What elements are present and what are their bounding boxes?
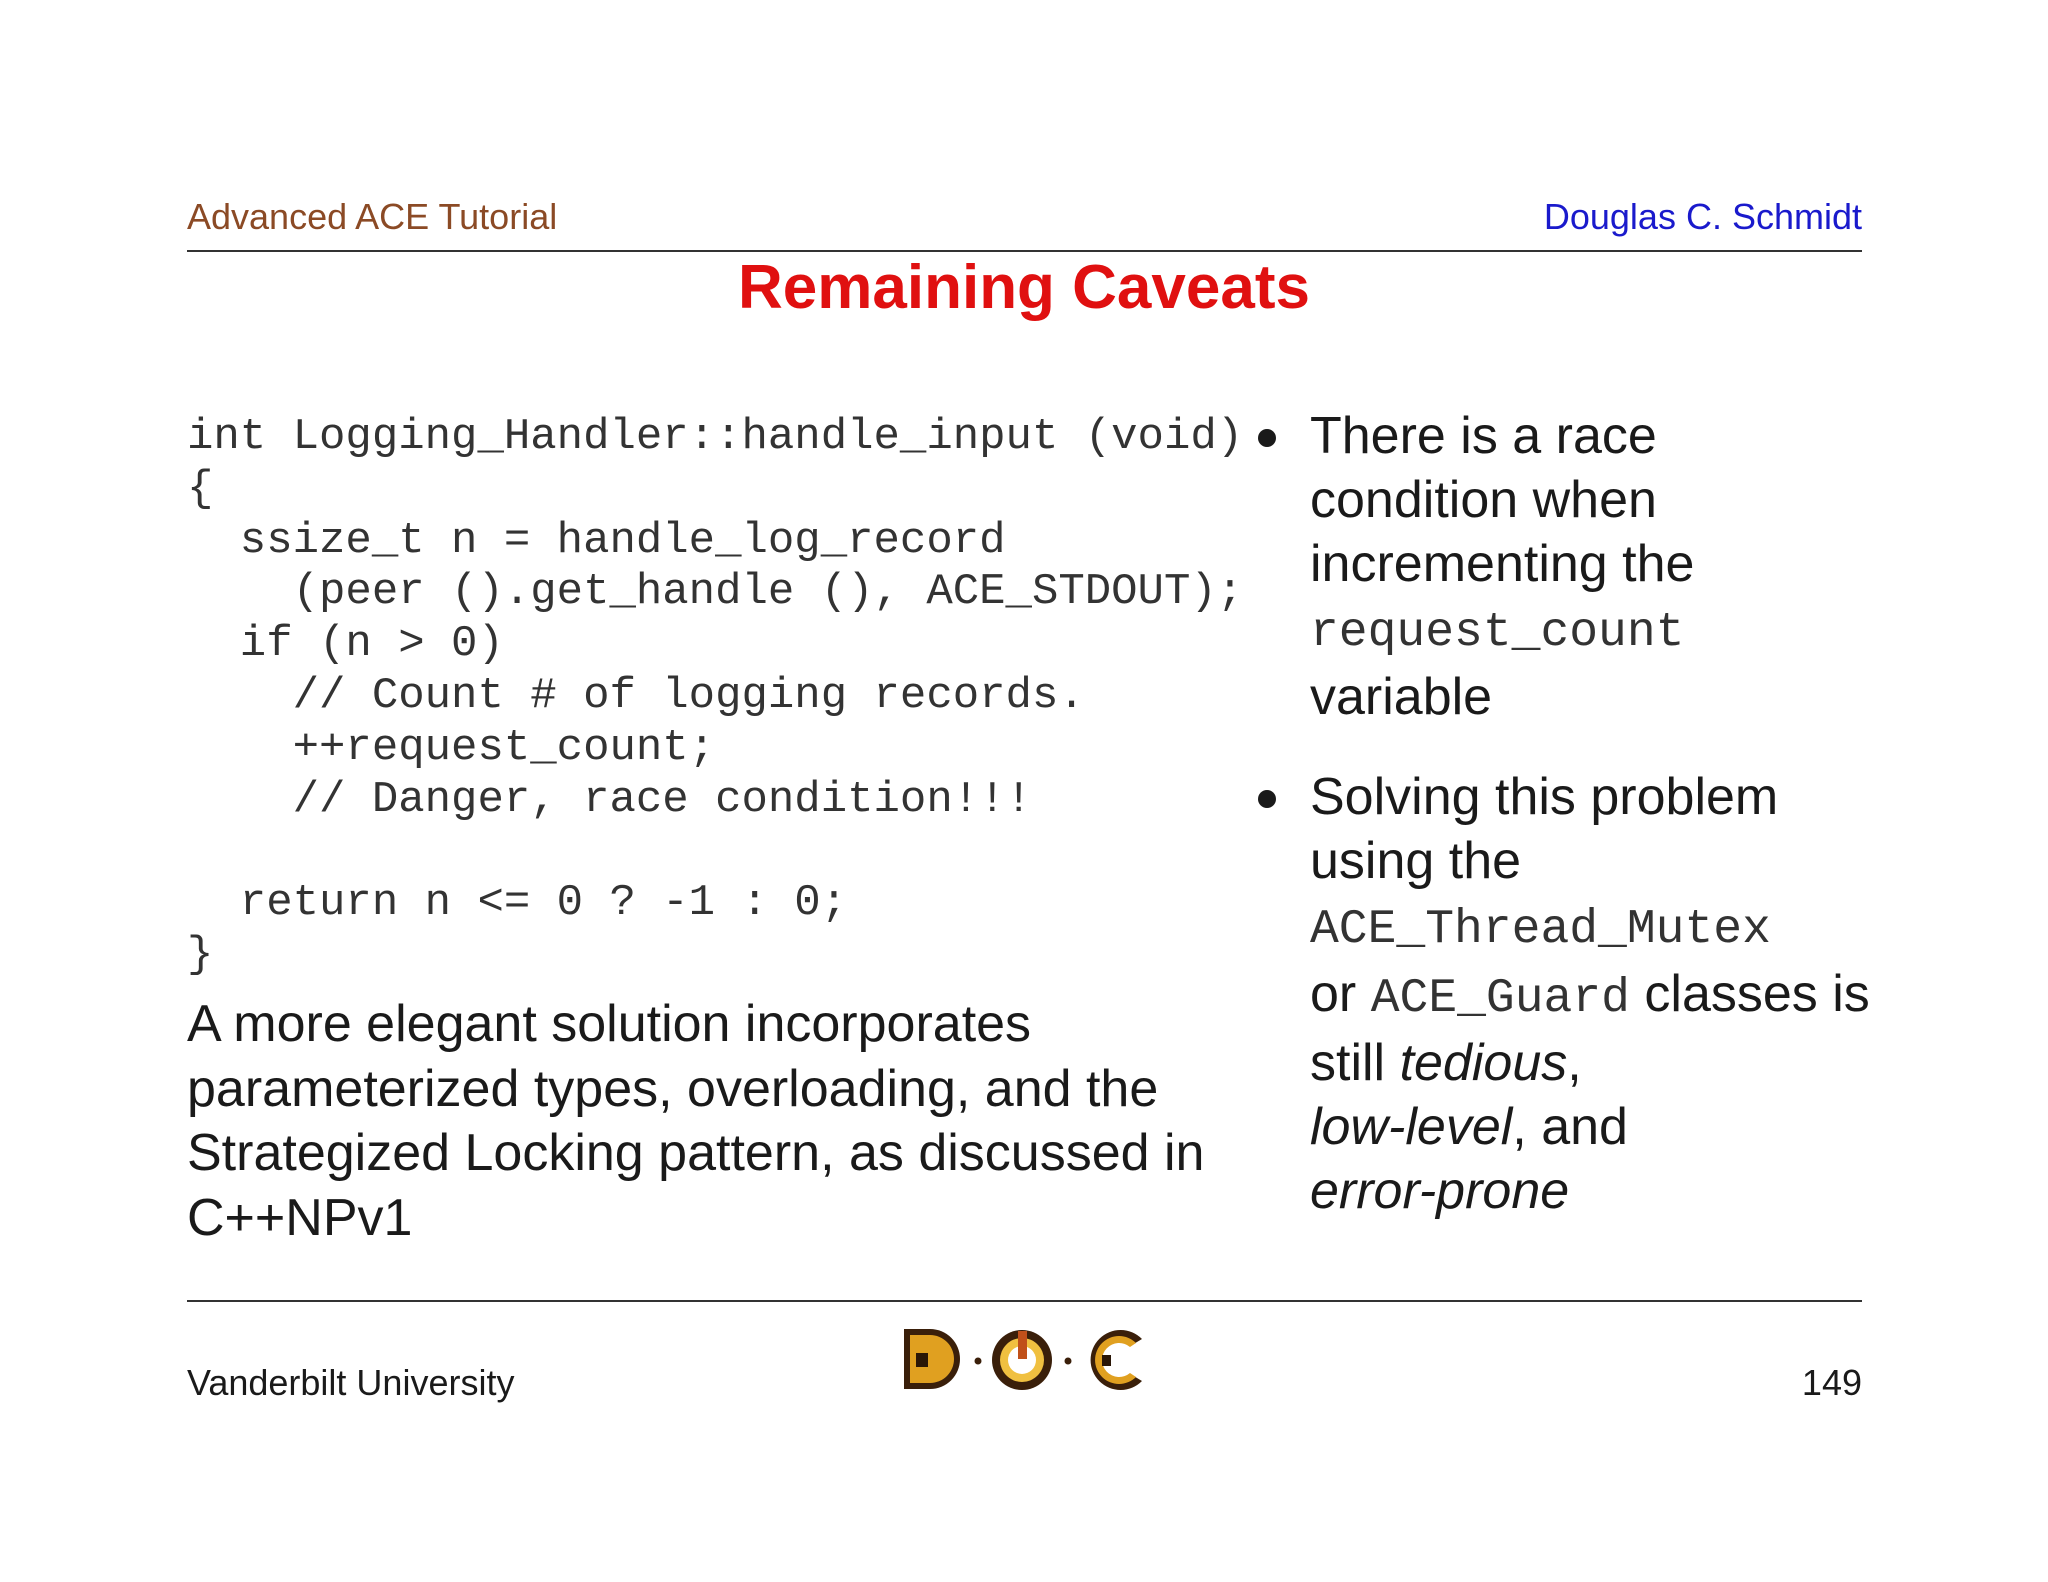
code-line: ++request_count; [187,722,716,773]
code-line: ssize_t n = handle_log_record [187,515,1006,566]
bullet-text: Solving this problem using the [1310,768,1779,890]
doc-group-logo [902,1325,1146,1393]
bullet-list [1250,404,1870,1223]
emphasis-text: error-prone [1310,1162,1570,1220]
code-identifier: request_count [1310,606,1685,660]
logo-dot [975,1358,982,1365]
footer-divider [187,1300,1862,1302]
bullet-text: and [1541,1098,1628,1156]
bullet-dot-icon [1258,790,1276,808]
logo-dot [1065,1358,1072,1365]
slide-title: Remaining Caveats [738,253,1310,322]
emphasis-text: low-level [1310,1098,1513,1156]
summary-paragraph: A more elegant solution incorporates parameterized types, overloading, and the Strategized Locking pattern, as discussed in C++NPv1 [187,995,1205,1247]
bullet-text: variable [1310,668,1493,726]
code-line: return n <= 0 ? -1 : 0; [187,878,848,929]
code-line: // Count # of logging records. [187,670,1085,721]
code-line: int Logging_Handler::handle_input (void) [187,412,1244,462]
code-line [187,826,1243,878]
code-identifier: ACE_Guard [1370,972,1630,1026]
bullet-text: or [1310,965,1357,1023]
code-identifier: ACE_Thread_Mutex [1310,903,1771,957]
code-line: { [187,463,214,514]
code-line: } [187,929,214,980]
code-line: // Danger, race condition!!! [187,774,1032,825]
code-listing [187,412,1243,982]
bullet-text: classes is still [1310,965,1870,1092]
code-line: if (n > 0) [187,619,504,670]
bullet-text: There is a race condition when incrementing the [1310,407,1695,593]
page-number: 149 [1801,1362,1862,1403]
emphasis-text: tedious [1399,1034,1568,1092]
bullet-dot-icon [1258,429,1276,447]
code-line: (peer ().get_handle (), ACE_STDOUT); [187,567,1244,618]
header-author: Douglas C. Schmidt [1543,196,1862,237]
bullet-item-mutex-solution: Solving this problem using the ACE_Thread_Mutex or ACE_Guard classes is still tedious, low-level, and error-prone [1250,765,1870,1223]
header-course-title: Advanced ACE Tutorial [187,196,558,237]
bullet-item-race-condition [1250,404,1870,729]
footer-institution: Vanderbilt University [187,1362,515,1403]
